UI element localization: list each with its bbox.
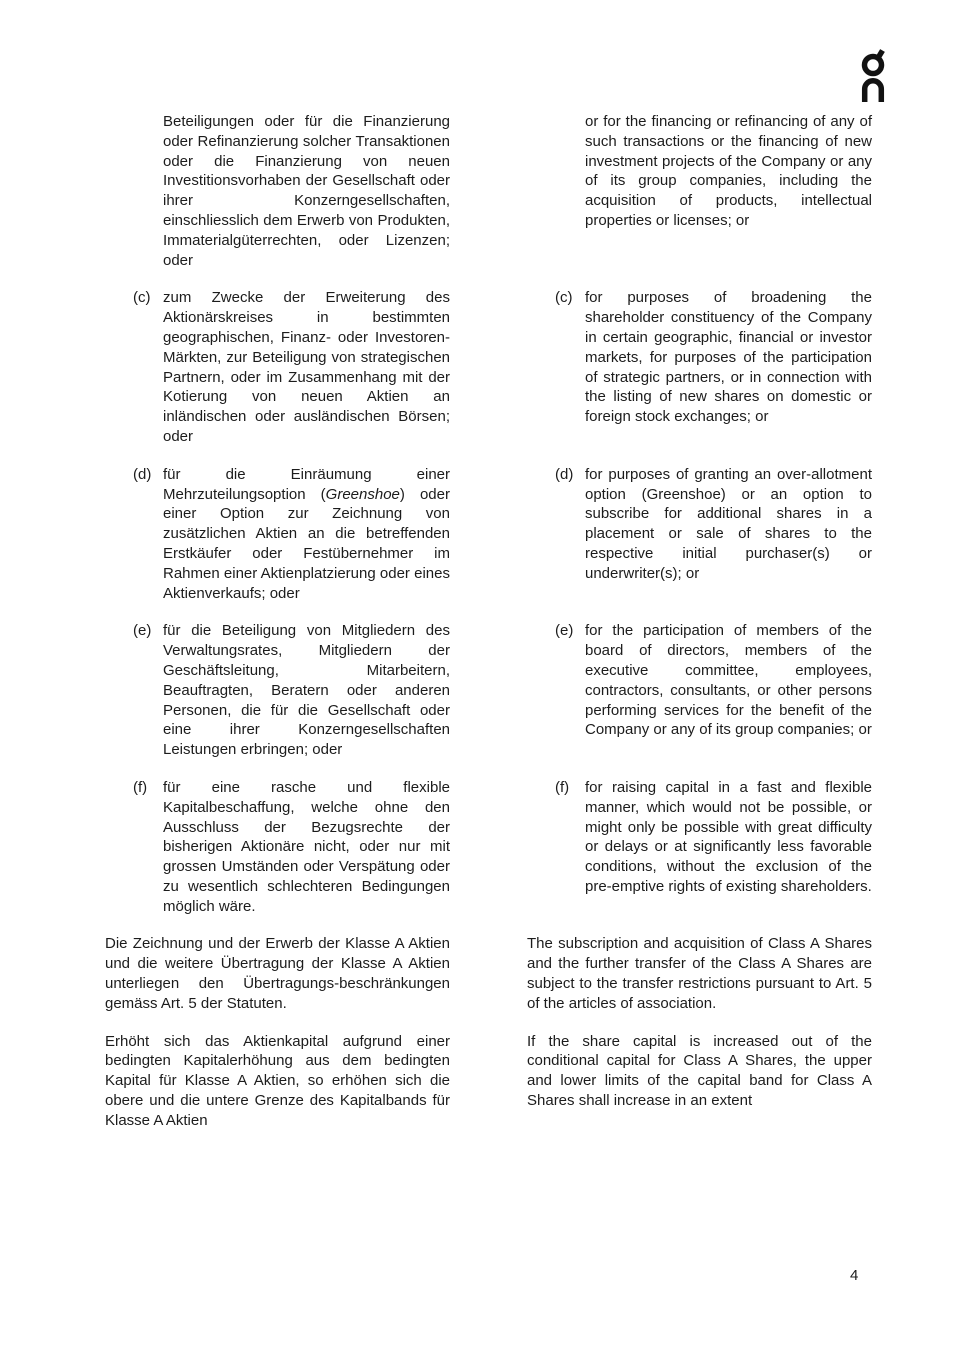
list-text-en: for raising capital in a fast and flexible manner, which would not be possible, or might only be possible with great difficulty or delays or at significantly less favorable conditions, without the exclusion of the pre-emptive rights of existing shareholders. [585,778,872,895]
list-marker: (f) [133,778,148,796]
list-marker: (f) [555,778,570,796]
row-item-d [105,465,872,604]
list-text-de-pre: für die Einräumung einer Mehrzuteilungsoption ( [163,465,450,503]
row-continuation-b [105,112,872,270]
paragraph-de-text: Die Zeichnung und der Erwerb der Klasse A Aktien und die weitere Übertragung der Klasse A Aktien unterliegen den Übertragungs-beschränkungen gemäss Art. 5 der Statuten. [105,935,450,1012]
list-item-f-en [527,778,872,917]
row-item-e [105,621,872,760]
list-text-en: for the participation of members of the board of directors, members of the executive committee, employees, contractors, consultants, or other persons performing services for the benefit of the Company or any of its group companies; or [585,622,872,739]
paragraph-en [527,112,872,270]
list-text-de-post: ) oder einer Option zur Zeichnung von zusätzlichen Aktien an die betreffenden Erstkäufer oder Festübernehmer im Rahmen einer Aktienplatzierung oder eines Aktienverkaufs; oder [163,485,450,602]
list-text-de: für die Beteiligung von Mitgliedern des Verwaltungsrates, Mitgliedern der Geschäftsleitung, Mitarbeitern, Beauftragten, Beratern oder anderen Personen, die für die Gesellschaft oder eine ihrer Konzerngesellschaften Leistungen erbringen; oder [163,622,450,759]
list-item-e-en [527,621,872,760]
list-text-de: für eine rasche und flexible Kapitalbeschaffung, welche ohne den Ausschluss der Bezugsrechte der bisherigen Aktionäre nicht, oder nur mit grossen Umständen oder Verspätung oder zu wesentlich schlechteren Bedingungen möglich wäre. [163,778,450,915]
paragraph-de [105,934,450,1013]
page-number: 4 [850,1267,859,1284]
paragraph-de-text: Erhöht sich das Aktienkapital aufgrund einer bedingten Kapitalerhöhung aus dem bedingten Kapital für Klasse A Aktien, so erhöhen sich die obere und die untere Grenze des Kapitalbands für Klasse A Aktien [105,1032,450,1129]
bilingual-document-body [105,112,872,1149]
list-text-en: for purposes of granting an over-allotment option (Greenshoe) or an option to subscribe for additional shares in a placement or sale of shares to the respective initial purchaser(s) or underwriter(s); or [585,465,872,582]
paragraph-en [527,934,872,1013]
list-marker: (c) [133,289,151,307]
list-text-de: zum Zwecke der Erweiterung des Aktionärskreises in bestimmten geographischen, Finanz- oder Investoren-Märkten, zur Beteiligung von strategischen Partnern, oder im Zusammenhang mit der Kotierung von neuen Aktien an inländischen oder ausländischen Börsen; oder [163,289,450,445]
paragraph-de [105,112,450,270]
list-text-de [163,465,450,604]
paragraph-en-text: or for the financing or refinancing of any of such transactions or the financing of new investment projects of the Company or any of its group companies, including the acquisition of products, intellectual properties or licenses; or [585,113,872,229]
list-marker: (d) [133,465,152,483]
paragraph-de-text: Beteiligungen oder für die Finanzierung oder Refinanzierung solcher Transaktionen oder die Finanzierung von neuen Investitionsvorhaben der Gesellschaft oder ihrer Konzerngesellschaften, einschliesslich dem Erwerb von Produkten, Immaterialgüterrechten, oder Lizenzen; oder [163,113,450,269]
paragraph-en-text: If the share capital is increased out of the conditional capital for Class A Shares, the upper and lower limits of the capital band for Class A Shares shall increase in an extent [527,1032,872,1110]
list-marker: (e) [555,622,574,640]
list-marker: (d) [555,465,574,483]
paragraph-en [527,1032,872,1131]
row-paragraph-capital-band [105,1032,872,1131]
list-text-en: for purposes of broadening the shareholder constituency of the Company in certain geographic, financial or investor markets, for purposes of the participation of strategic partners, or in connection with the listing of new shares on domestic or foreign stock exchanges; or [585,289,872,426]
list-marker: (e) [133,622,152,640]
row-paragraph-transfer [105,934,872,1013]
list-item-d-de [105,465,450,604]
list-item-d-en [527,465,872,604]
on-logo-glyph [861,48,885,104]
paragraph-en-text: The subscription and acquisition of Class A Shares and the further transfer of the Class A Shares are subject to the transfer restrictions pursuant to Art. 5 of the articles of association. [527,935,872,1012]
on-logo-icon [861,48,885,104]
greenshoe-italic-term: Greenshoe [325,485,400,503]
list-item-e-de [105,621,450,760]
list-item-f-de [105,778,450,917]
list-marker: (c) [555,289,573,307]
row-item-c [105,288,872,446]
list-item-c-de [105,288,450,446]
row-item-f [105,778,872,917]
list-item-c-en [527,288,872,446]
paragraph-de [105,1032,450,1131]
